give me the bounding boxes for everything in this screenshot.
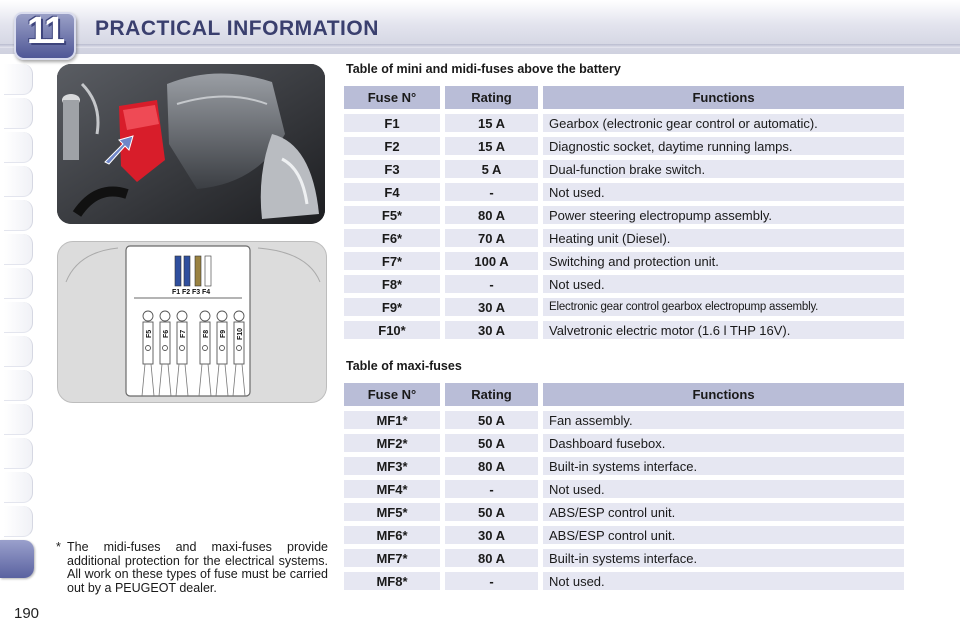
fuse-number: MF7*: [344, 549, 440, 567]
midi-fuse-label: F8: [203, 329, 210, 338]
fuse-function: ABS/ESP control unit.: [538, 503, 904, 521]
column-header-functions: Functions: [538, 383, 904, 406]
fuse-function: Electronic gear control gearbox electropump assembly.: [538, 298, 904, 316]
fuse-number: MF6*: [344, 526, 440, 544]
rail-tab[interactable]: [4, 234, 33, 265]
table-row: [344, 457, 904, 475]
mini-midi-table-title: Table of mini and midi-fuses above the battery: [346, 62, 621, 76]
fuse-number: F1: [344, 114, 440, 132]
midi-fuse-label: F7: [180, 329, 187, 338]
column-header-fuse: Fuse N°: [344, 383, 440, 406]
rail-tab[interactable]: [4, 336, 33, 367]
rail-tab[interactable]: [4, 268, 33, 299]
rail-tab[interactable]: [4, 370, 33, 401]
fuse-rating: 100 A: [440, 252, 538, 270]
rail-tab[interactable]: [4, 438, 33, 469]
table-header-row: [344, 383, 904, 406]
page-number: 190: [14, 605, 40, 622]
table-row: [344, 275, 904, 293]
chapter-tab-rail: [0, 64, 34, 576]
table-row: [344, 480, 904, 498]
midi-fuse-label: F9: [220, 329, 227, 338]
fuse-number: F6*: [344, 229, 440, 247]
midi-fuse-label: F10: [237, 327, 244, 340]
maxi-table-title: Table of maxi-fuses: [346, 359, 462, 373]
footnote-marker: *: [56, 540, 61, 554]
fuse-number: F10*: [344, 321, 440, 339]
mini-midi-fuse-table: [344, 81, 904, 344]
table-row: [344, 114, 904, 132]
column-header-rating: Rating: [440, 86, 538, 109]
table-row: [344, 572, 904, 590]
top-fuse-label: F1: [172, 289, 181, 296]
rail-tab[interactable]: [4, 166, 33, 197]
rail-tab[interactable]: [4, 98, 33, 129]
fuse-number: F8*: [344, 275, 440, 293]
maxi-fuse-table: [344, 378, 904, 595]
rail-tab-active[interactable]: [0, 540, 34, 578]
table-row: [344, 503, 904, 521]
table-row: [344, 183, 904, 201]
fuse-box-drawing: [58, 242, 326, 402]
rail-tab[interactable]: [4, 200, 33, 231]
table-row: [344, 526, 904, 544]
fuse-number: F3: [344, 160, 440, 178]
fuse-function: Fan assembly.: [538, 411, 904, 429]
table-row: [344, 229, 904, 247]
fuse-rating: 80 A: [440, 206, 538, 224]
column-header-functions: Functions: [538, 86, 904, 109]
fuse-rating: 5 A: [440, 160, 538, 178]
fuse-number: MF3*: [344, 457, 440, 475]
fuse-number: MF5*: [344, 503, 440, 521]
fuse-number: F7*: [344, 252, 440, 270]
fuse-rating: 15 A: [440, 137, 538, 155]
fuse-rating: 70 A: [440, 229, 538, 247]
fuse-function: Dashboard fusebox.: [538, 434, 904, 452]
fuse-function: Not used.: [538, 275, 904, 293]
table-row: [344, 298, 904, 316]
fuse-function: Switching and protection unit.: [538, 252, 904, 270]
fuse-rating: -: [440, 275, 538, 293]
table-row: [344, 549, 904, 567]
table-row: [344, 321, 904, 339]
table-row: [344, 252, 904, 270]
fuse-number: F2: [344, 137, 440, 155]
rail-tab[interactable]: [4, 302, 33, 333]
fuse-function: Not used.: [538, 183, 904, 201]
rail-tab[interactable]: [4, 472, 33, 503]
fuse-function: Power steering electropump assembly.: [538, 206, 904, 224]
fuse-function: Heating unit (Diesel).: [538, 229, 904, 247]
fuse-number: F4: [344, 183, 440, 201]
chapter-number: 11: [26, 10, 64, 52]
fuse-rating: 50 A: [440, 503, 538, 521]
fuse-number: MF1*: [344, 411, 440, 429]
footnote: [56, 541, 328, 595]
fuse-number: MF2*: [344, 434, 440, 452]
fuse-number: MF4*: [344, 480, 440, 498]
top-fuse-label: F2: [182, 289, 191, 296]
midi-fuse-label: F6: [163, 329, 170, 338]
column-header-fuse: Fuse N°: [344, 86, 440, 109]
top-fuse-label: F3: [192, 289, 201, 296]
fuse-function: Built-in systems interface.: [538, 457, 904, 475]
fuse-rating: 15 A: [440, 114, 538, 132]
table-header-row: [344, 86, 904, 109]
fuse-rating: -: [440, 572, 538, 590]
fuse-rating: -: [440, 183, 538, 201]
table-row: [344, 206, 904, 224]
rail-tab[interactable]: [4, 132, 33, 163]
fuse-rating: 30 A: [440, 298, 538, 316]
fuse-function: ABS/ESP control unit.: [538, 526, 904, 544]
fuse-rating: 50 A: [440, 411, 538, 429]
fuse-function: Not used.: [538, 572, 904, 590]
top-fuse-label: F4: [202, 289, 211, 296]
fuse-rating: 30 A: [440, 321, 538, 339]
fuse-function: Not used.: [538, 480, 904, 498]
rail-tab[interactable]: [4, 64, 33, 95]
engine-bay-photo: [57, 64, 325, 224]
table-row: [344, 434, 904, 452]
fuse-rating: 50 A: [440, 434, 538, 452]
midi-fuse-label: F5: [146, 329, 153, 338]
rail-tab[interactable]: [4, 404, 33, 435]
rail-tab[interactable]: [4, 506, 33, 537]
fuse-function: Gearbox (electronic gear control or automatic).: [538, 114, 904, 132]
fuse-number: F9*: [344, 298, 440, 316]
fuse-rating: -: [440, 480, 538, 498]
fuse-function: Diagnostic socket, daytime running lamps.: [538, 137, 904, 155]
table-row: [344, 137, 904, 155]
table-row: [344, 411, 904, 429]
fuse-number: F5*: [344, 206, 440, 224]
page-title: PRACTICAL INFORMATION: [95, 17, 379, 40]
fuse-box-diagram: [57, 241, 327, 403]
footnote-text: The midi-fuses and maxi-fuses provide additional protection for the electrical systems. All work on these types of fuse must be carried out by a PEUGEOT dealer.: [67, 540, 328, 595]
header-rule: [0, 44, 960, 48]
fuse-rating: 30 A: [440, 526, 538, 544]
fuse-rating: 80 A: [440, 549, 538, 567]
fuse-function: Dual-function brake switch.: [538, 160, 904, 178]
fuse-function: Built-in systems interface.: [538, 549, 904, 567]
fuse-function: Valvetronic electric motor (1.6 l THP 16V).: [538, 321, 904, 339]
fuse-rating: 80 A: [440, 457, 538, 475]
table-row: [344, 160, 904, 178]
fuse-number: MF8*: [344, 572, 440, 590]
column-header-rating: Rating: [440, 383, 538, 406]
